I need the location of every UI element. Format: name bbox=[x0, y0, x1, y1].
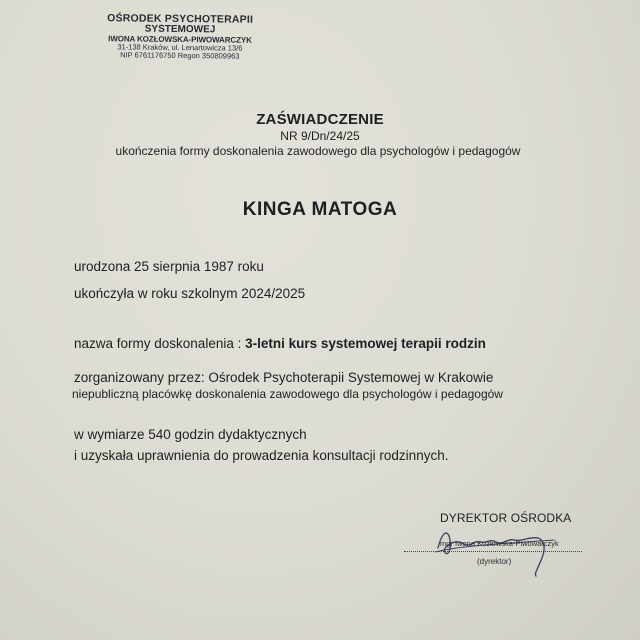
signature-title: DYREKTOR OŚRODKA bbox=[440, 511, 572, 525]
rights-line: i uzyskała uprawnienia do prowadzenia konsultacji rodzinnych. bbox=[74, 448, 449, 463]
stamp-line-2: SYSTEMOWEJ bbox=[144, 23, 216, 36]
stamp-line-1: OŚRODEK PSYCHOTERAPII bbox=[107, 12, 254, 26]
stamp-line-3: IWONA KOZŁOWSKA-PIWOWARCZYK bbox=[108, 33, 252, 45]
birth-date-line: urodzona 25 sierpnia 1987 roku bbox=[74, 259, 264, 274]
stamp-line-5: NIP 6761176750 Regon 350809963 bbox=[120, 50, 240, 61]
course-form-value: 3-letni kurs systemowej terapii rodzin bbox=[245, 336, 486, 351]
signatory-name: mgr Iwona Kozłowska-Piwowarczyk bbox=[440, 539, 559, 548]
handwritten-signature bbox=[418, 518, 588, 578]
stamp-line-4: 31-138 Kraków, ul. Lenartowicza 13/6 bbox=[117, 42, 243, 53]
hours-line: w wymiarze 540 godzin dydaktycznych bbox=[74, 427, 307, 442]
document-title: ZAŚWIADCZENIE bbox=[256, 111, 384, 128]
completion-year-line: ukończyła w roku szkolnym 2024/2025 bbox=[74, 286, 306, 301]
institution-stamp bbox=[96, 13, 264, 60]
signature-dotted-line bbox=[404, 551, 582, 552]
document-number: NR 9/Dn/24/25 bbox=[280, 129, 360, 143]
organizer-line: zorganizowany przez: Ośrodek Psychoterapii Systemowej w Krakowie bbox=[74, 370, 494, 385]
recipient-name: KINGA MATOGA bbox=[242, 199, 398, 220]
signatory-role: (dyrektor) bbox=[477, 557, 512, 566]
document-subtitle: ukończenia formy doskonalenia zawodowego dla psychologów i pedagogów bbox=[115, 144, 521, 158]
course-form-label: nazwa formy doskonalenia : bbox=[74, 336, 246, 351]
course-form-line bbox=[74, 336, 486, 351]
organizer-note-line: niepubliczną placówkę doskonalenia zawodowego dla psychologów i pedagogów bbox=[72, 387, 503, 401]
